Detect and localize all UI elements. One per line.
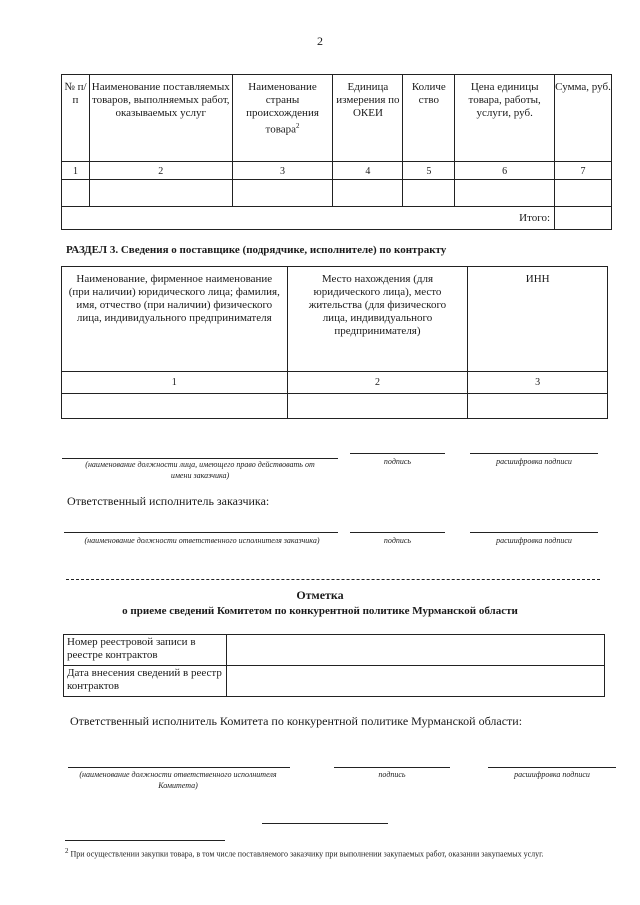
signature-caption: подпись xyxy=(383,536,412,545)
goods-header-cell: Единица измерения по ОКЕИ xyxy=(333,75,403,162)
goods-empty-cell[interactable] xyxy=(455,180,555,207)
footnote-ref: 2 xyxy=(296,122,300,130)
supplier-column-number-row xyxy=(62,372,608,394)
goods-header-cell: Сумма, руб. xyxy=(555,75,612,162)
column-number: 4 xyxy=(333,162,403,180)
goods-total-row xyxy=(62,207,612,230)
supplier-empty-cell[interactable] xyxy=(287,394,468,419)
goods-table xyxy=(61,74,612,230)
signature-caption: подпись xyxy=(383,457,412,466)
signature-caption: подпись xyxy=(378,770,406,779)
goods-empty-cell[interactable] xyxy=(555,180,612,207)
goods-header-text: Наименование страны происхождения товара xyxy=(246,81,319,136)
decoding-caption: расшифровка подписи xyxy=(496,457,572,466)
signature-line[interactable] xyxy=(350,453,445,454)
mark-title: Отметка xyxy=(296,588,344,602)
decoding-line[interactable] xyxy=(470,532,598,533)
position-line[interactable] xyxy=(68,767,290,768)
committee-responsible-label: Ответственный исполнитель Комитета по конкурентной политике Мурманской области: xyxy=(70,714,523,728)
column-number: 5 xyxy=(403,162,455,180)
supplier-header-cell: ИНН xyxy=(468,267,608,372)
signature-line[interactable] xyxy=(334,767,450,768)
goods-empty-cell[interactable] xyxy=(89,180,232,207)
footnote-text: При осуществлении закупки товара, в том числе поставляемого заказчику при выполнении закупаемых работ, оказании закупаемых услуг. xyxy=(70,849,544,859)
column-number: 3 xyxy=(468,372,608,394)
position-caption: (наименование должности ответственного исполнителя заказчика) xyxy=(84,536,320,545)
registry-date-label: Дата внесения сведений в реестр контрактов xyxy=(64,666,227,697)
mark-subtitle: о приеме сведений Комитетом по конкурентной политике Мурманской области xyxy=(122,605,518,617)
column-number: 6 xyxy=(455,162,555,180)
supplier-header-row xyxy=(62,267,608,372)
column-number: 2 xyxy=(89,162,232,180)
goods-header-cell: Количе ство xyxy=(403,75,455,162)
goods-empty-row xyxy=(62,180,612,207)
short-separator-line xyxy=(262,823,388,824)
goods-empty-cell[interactable] xyxy=(403,180,455,207)
supplier-empty-cell[interactable] xyxy=(62,394,288,419)
registry-date-field[interactable] xyxy=(227,666,605,697)
total-label: Итого: xyxy=(62,207,555,230)
supplier-empty-cell[interactable] xyxy=(468,394,608,419)
goods-empty-cell[interactable] xyxy=(333,180,403,207)
footnote-mark: 2 xyxy=(65,847,69,855)
supplier-empty-row xyxy=(62,394,608,419)
footnote-separator xyxy=(65,840,225,841)
footnote xyxy=(65,846,610,860)
column-number: 7 xyxy=(555,162,612,180)
supplier-header-cell: Наименование, фирменное наименование (при наличии) юридического лица; фамилия, имя, отчество (при наличии) физического лица, индивидуального предпринимателя xyxy=(62,267,288,372)
supplier-header-cell: Место нахождения (для юридического лица), место жительства (для физического лица, индивидуального предпринимателя) xyxy=(287,267,468,372)
goods-empty-cell[interactable] xyxy=(232,180,333,207)
decoding-line[interactable] xyxy=(488,767,616,768)
registry-row xyxy=(64,635,605,666)
registry-table xyxy=(63,634,605,697)
column-number: 1 xyxy=(62,372,288,394)
goods-column-number-row xyxy=(62,162,612,180)
registry-number-field[interactable] xyxy=(227,635,605,666)
column-number: 2 xyxy=(287,372,468,394)
decoding-caption: расшифровка подписи xyxy=(496,536,572,545)
dashed-divider xyxy=(66,579,600,580)
responsible-customer-label: Ответственный исполнитель заказчика: xyxy=(67,494,270,508)
decoding-caption: расшифровка подписи xyxy=(514,770,590,779)
goods-header-row xyxy=(62,75,612,162)
supplier-table xyxy=(61,266,608,419)
position-caption: (наименование должности лица, имеющего право действовать от имени заказчика) xyxy=(85,460,315,480)
registry-row xyxy=(64,666,605,697)
position-line[interactable] xyxy=(64,532,338,533)
goods-header-cell: № п/п xyxy=(62,75,90,162)
signature-line[interactable] xyxy=(350,532,445,533)
goods-header-cell xyxy=(232,75,333,162)
column-number: 3 xyxy=(232,162,333,180)
section3-title: РАЗДЕЛ 3. Сведения о поставщике (подрядчике, исполнителе) по контракту xyxy=(66,244,447,256)
total-value-cell[interactable] xyxy=(555,207,612,230)
decoding-line[interactable] xyxy=(470,453,598,454)
goods-empty-cell[interactable] xyxy=(62,180,90,207)
column-number: 1 xyxy=(62,162,90,180)
goods-header-cell: Наименование поставляемых товаров, выполняемых работ, оказываемых услуг xyxy=(89,75,232,162)
registry-number-label: Номер реестровой записи в реестре контрактов xyxy=(64,635,227,666)
goods-header-cell: Цена единицы товара, работы, услуги, руб. xyxy=(455,75,555,162)
page-number: 2 xyxy=(317,34,323,48)
position-caption: (наименование должности ответственного исполнителя Комитета) xyxy=(79,770,277,790)
